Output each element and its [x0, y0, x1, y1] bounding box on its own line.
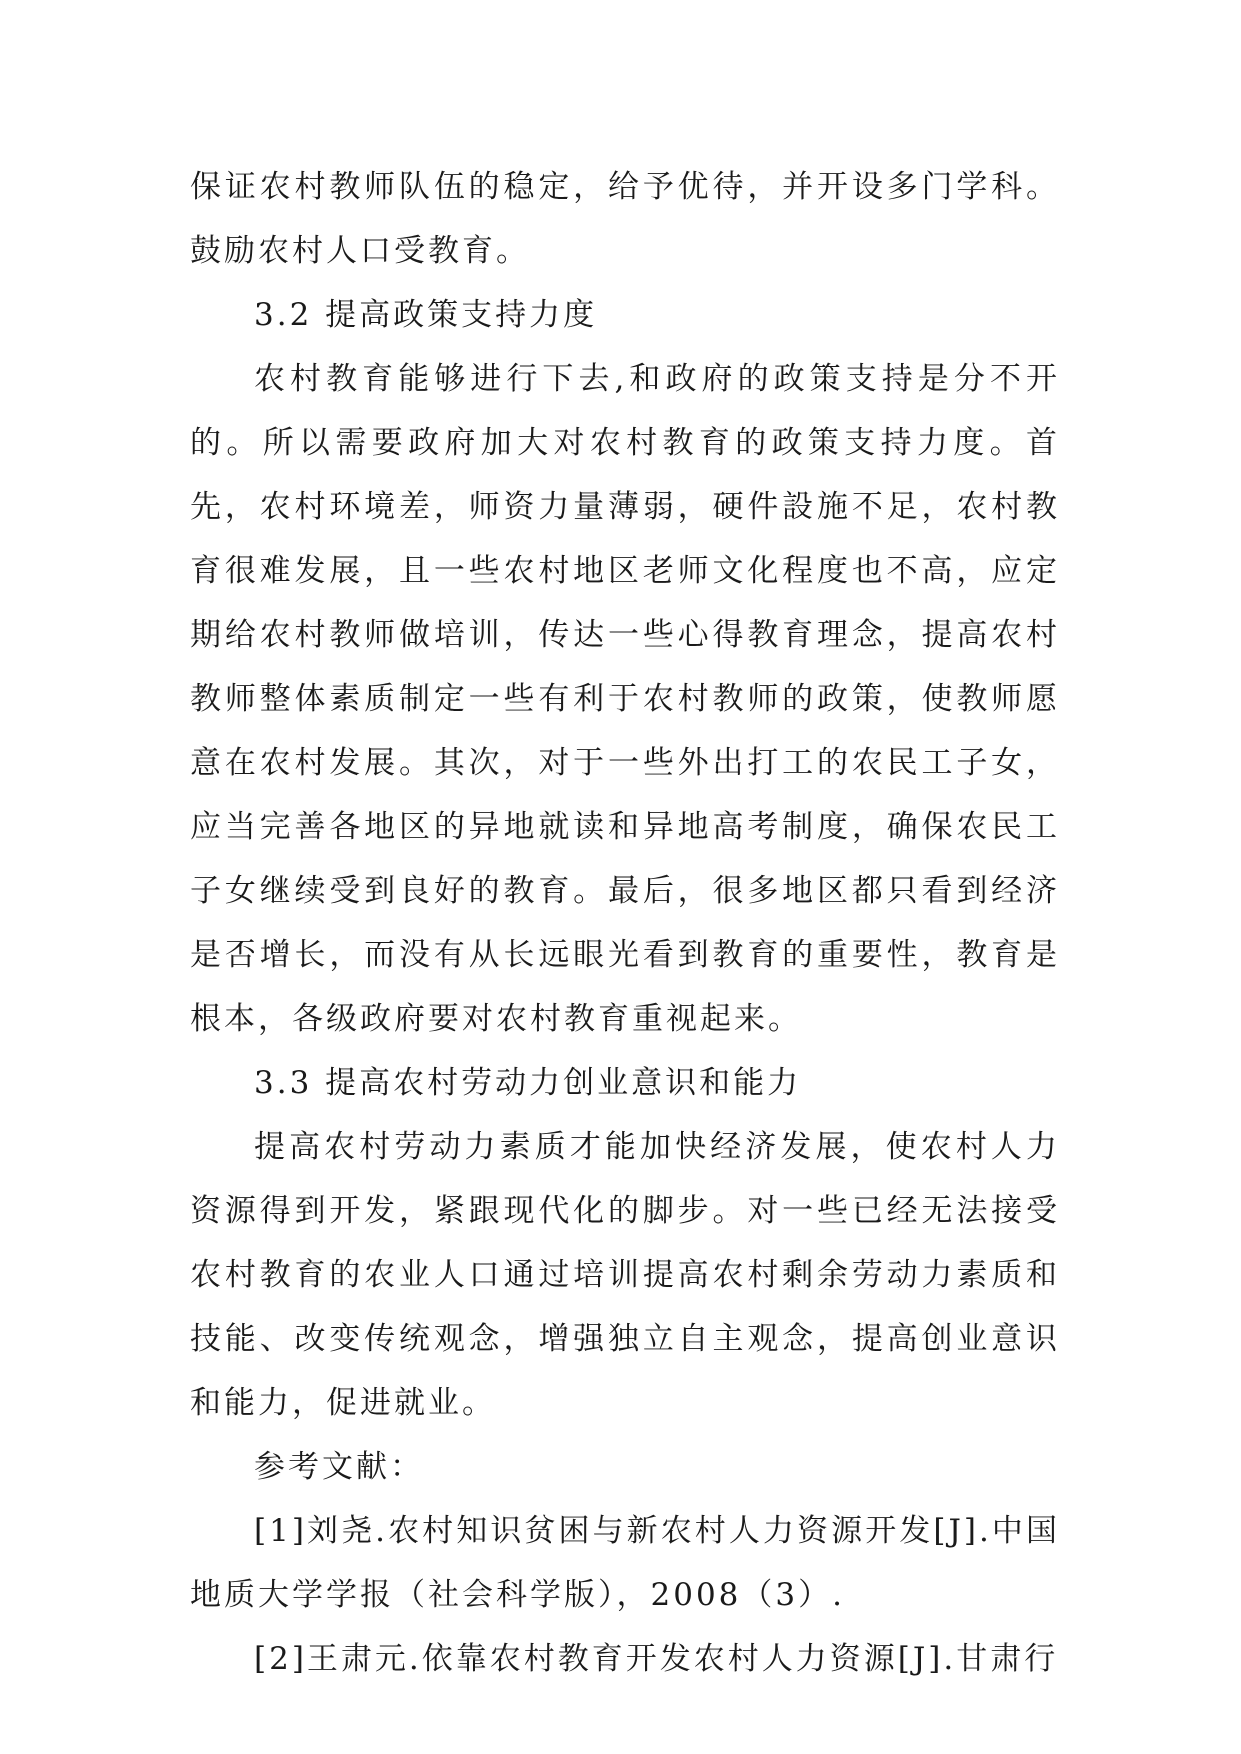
paragraph-labor-ability: 提高农村劳动力素质才能加快经济发展，使农村人力资源得到开发，紧跟现代化的脚步。对一些已经无法接受农村教育的农业人口通过培训提高农村剩余劳动力素质和技能、改变传统观念，增强独立自主观念，提高创业意识和能力，促进就业。: [190, 1129, 1060, 1421]
document-body: [190, 155, 1060, 1691]
reference-item-2: [2]王肃元.依靠农村教育开发农村人力资源[J].甘肃行: [254, 1641, 1059, 1677]
references-heading: 参考文献：: [254, 1449, 424, 1485]
section-heading-3-3: 3.3 提高农村劳动力创业意识和能力: [254, 1065, 802, 1101]
paragraph-continuation: 保证农村教师队伍的稳定，给予优待，并开设多门学科。鼓励农村人口受教育。: [190, 169, 1060, 269]
section-heading-3-2: 3.2 提高政策支持力度: [254, 297, 598, 333]
reference-item-1: [1]刘尧.农村知识贫困与新农村人力资源开发[J].中国地质大学学报（社会科学版），2008（3）.: [190, 1513, 1060, 1613]
paragraph-policy-support: 农村教育能够进行下去,和政府的政策支持是分不开的。所以需要政府加大对农村教育的政策支持力度。首先，农村环境差，师资力量薄弱，硬件設施不足，农村教育很难发展，且一些农村地区老师文化程度也不高，应定期给农村教师做培训，传达一些心得教育理念，提高农村教师整体素质制定一些有利于农村教师的政策，使教师愿意在农村发展。其次，对于一些外出打工的农民工子女，应当完善各地区的异地就读和异地高考制度，确保农民工子女继续受到良好的教育。最后，很多地区都只看到经济是否增长，而没有从长远眼光看到教育的重要性，教育是根本，各级政府要对农村教育重视起来。: [190, 361, 1060, 1037]
